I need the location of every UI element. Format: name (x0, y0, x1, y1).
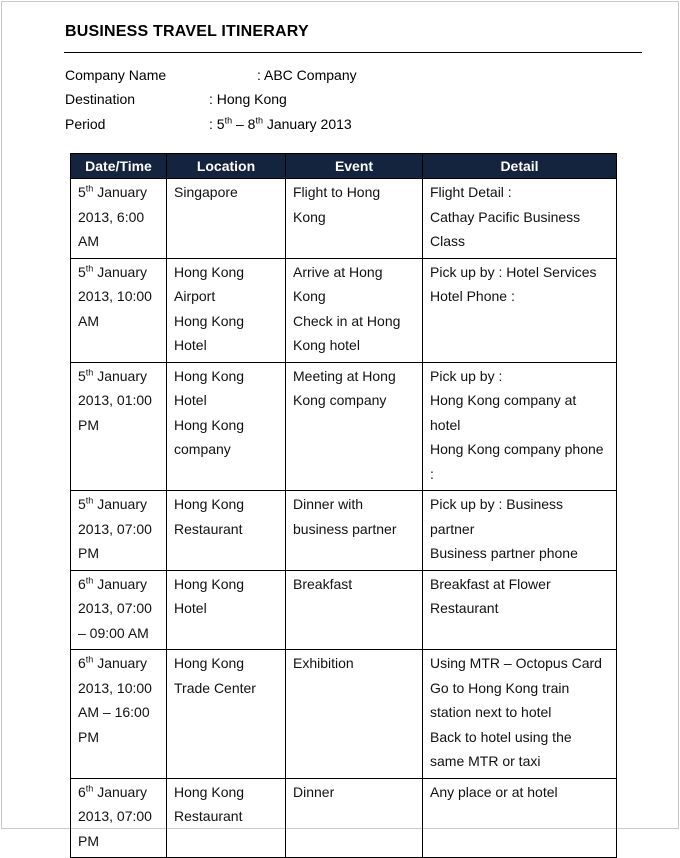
event-line: Kong (293, 288, 326, 304)
detail-line: Using MTR – Octopus Card (430, 655, 602, 671)
table-header-row (71, 154, 617, 179)
event-line: Breakfast (293, 575, 353, 592)
cell-detail (423, 491, 617, 571)
detail-line: Class (430, 233, 466, 249)
cell-detail (423, 570, 617, 650)
cell-event (286, 179, 423, 259)
date-line: PM (78, 728, 99, 745)
date-line: 2013, 01:00 (78, 392, 152, 408)
detail-line: Go to Hong Kong train (430, 679, 570, 696)
date-line: 2013, 10:00 (78, 288, 152, 304)
date-line: AM (78, 312, 99, 329)
destination-value: : Hong Kong (209, 91, 287, 107)
cell-location (167, 258, 286, 362)
location-line: Hong Kong (174, 312, 245, 329)
cell-location (167, 778, 286, 858)
table-row (71, 362, 617, 491)
date-first-line: 6th January (78, 654, 148, 671)
itinerary-table (70, 153, 617, 858)
date-line: 2013, 07:00 (78, 520, 152, 537)
table-row (71, 491, 617, 571)
event-line: Exhibition (293, 655, 354, 671)
header-location: Location (167, 154, 286, 179)
event-line: Arrive at Hong (293, 263, 383, 280)
cell-date-time (71, 650, 167, 779)
detail-line: Restaurant (430, 600, 499, 616)
location-line: Hong Kong (174, 783, 245, 800)
detail-line: Breakfast at Flower (430, 575, 551, 592)
header-date-time: Date/Time (71, 154, 167, 179)
location-line: Hotel (174, 337, 207, 353)
location-line: Hong Kong (174, 496, 245, 512)
cell-location (167, 362, 286, 491)
detail-line: Pick up by : Hotel Services (430, 263, 597, 280)
detail-line: Hong Kong company phone (430, 441, 604, 457)
cell-location (167, 650, 286, 779)
period-value: : 5th – 8th January 2013 (209, 115, 352, 132)
table-body (71, 179, 617, 858)
cell-event (286, 650, 423, 779)
cell-date-time (71, 362, 167, 491)
cell-date-time (71, 179, 167, 259)
detail-line: station next to hotel (430, 704, 552, 720)
date-line: PM (78, 545, 99, 561)
title-divider (64, 52, 642, 53)
cell-event (286, 570, 423, 650)
detail-line: hotel (430, 416, 461, 433)
document-title: BUSINESS TRAVEL ITINERARY (65, 23, 309, 40)
cell-location (167, 179, 286, 259)
location-line: Restaurant (174, 520, 243, 537)
cell-date-time (71, 258, 167, 362)
detail-line: Hotel Phone : (430, 288, 515, 304)
cell-detail (423, 258, 617, 362)
header-detail: Detail (423, 154, 617, 179)
event-line: Check in at Hong (293, 312, 401, 329)
date-first-line: 5th January (78, 183, 148, 200)
detail-line: Pick up by : (430, 367, 503, 384)
location-line: Hong Kong (174, 575, 245, 592)
date-line: AM – 16:00 (78, 704, 150, 720)
detail-line: Flight Detail : (430, 184, 512, 200)
cell-date-time (71, 570, 167, 650)
date-first-line: 5th January (78, 495, 148, 512)
date-line: – 09:00 AM (78, 624, 149, 641)
cell-event (286, 258, 423, 362)
location-line: Airport (174, 288, 216, 304)
table-row (71, 179, 617, 259)
detail-line: Cathay Pacific Business (430, 208, 581, 225)
event-line: Kong company (293, 392, 387, 408)
company-name-value: : ABC Company (257, 67, 357, 83)
cell-detail (423, 179, 617, 259)
event-line: Dinner with (293, 496, 364, 512)
location-line: Hong Kong (174, 655, 245, 671)
event-line: Kong (293, 208, 326, 225)
cell-detail (423, 362, 617, 491)
date-line: 2013, 10:00 (78, 679, 152, 696)
date-line: 2013, 07:00 (78, 808, 152, 824)
event-line: Dinner (293, 783, 335, 800)
cell-date-time (71, 778, 167, 858)
table-row (71, 570, 617, 650)
location-line: Hong Kong (174, 367, 245, 384)
date-line: 2013, 6:00 (78, 208, 145, 225)
detail-line: same MTR or taxi (430, 753, 541, 769)
table-row (71, 258, 617, 362)
location-line: company (174, 441, 231, 457)
detail-line: Business partner phone (430, 545, 578, 561)
cell-detail (423, 650, 617, 779)
event-line: Flight to Hong (293, 184, 381, 200)
destination-label: Destination (65, 91, 136, 107)
event-line: Meeting at Hong (293, 367, 396, 384)
event-line: Kong hotel (293, 337, 360, 353)
table-row (71, 650, 617, 779)
company-name-label: Company Name (65, 67, 167, 83)
cell-location (167, 491, 286, 571)
event-line: business partner (293, 520, 397, 537)
date-first-line: 6th January (78, 574, 148, 592)
detail-line: partner (430, 520, 475, 537)
location-line: Trade Center (174, 679, 256, 696)
location-line: Hong Kong (174, 263, 245, 280)
period-label: Period (65, 116, 106, 132)
detail-line: : (430, 465, 434, 482)
date-line: AM (78, 233, 99, 249)
cell-event (286, 778, 423, 858)
location-line: Hotel (174, 600, 207, 616)
detail-line: Any place or at hotel (430, 783, 558, 800)
table-row (71, 778, 617, 858)
cell-event (286, 362, 423, 491)
cell-detail (423, 778, 617, 858)
date-first-line: 5th January (78, 262, 148, 280)
location-line: Singapore (174, 184, 238, 200)
date-line: PM (78, 416, 99, 433)
date-line: PM (78, 832, 99, 849)
location-line: Hotel (174, 392, 207, 408)
date-first-line: 5th January (78, 366, 148, 384)
cell-date-time (71, 491, 167, 571)
cell-event (286, 491, 423, 571)
cell-location (167, 570, 286, 650)
location-line: Restaurant (174, 808, 243, 824)
location-line: Hong Kong (174, 416, 245, 433)
date-line: 2013, 07:00 (78, 600, 152, 616)
date-first-line: 6th January (78, 782, 148, 800)
header-event: Event (286, 154, 423, 179)
detail-line: Hong Kong company at (430, 392, 577, 408)
detail-line: Back to hotel using the (430, 728, 572, 745)
detail-line: Pick up by : Business (430, 496, 564, 512)
